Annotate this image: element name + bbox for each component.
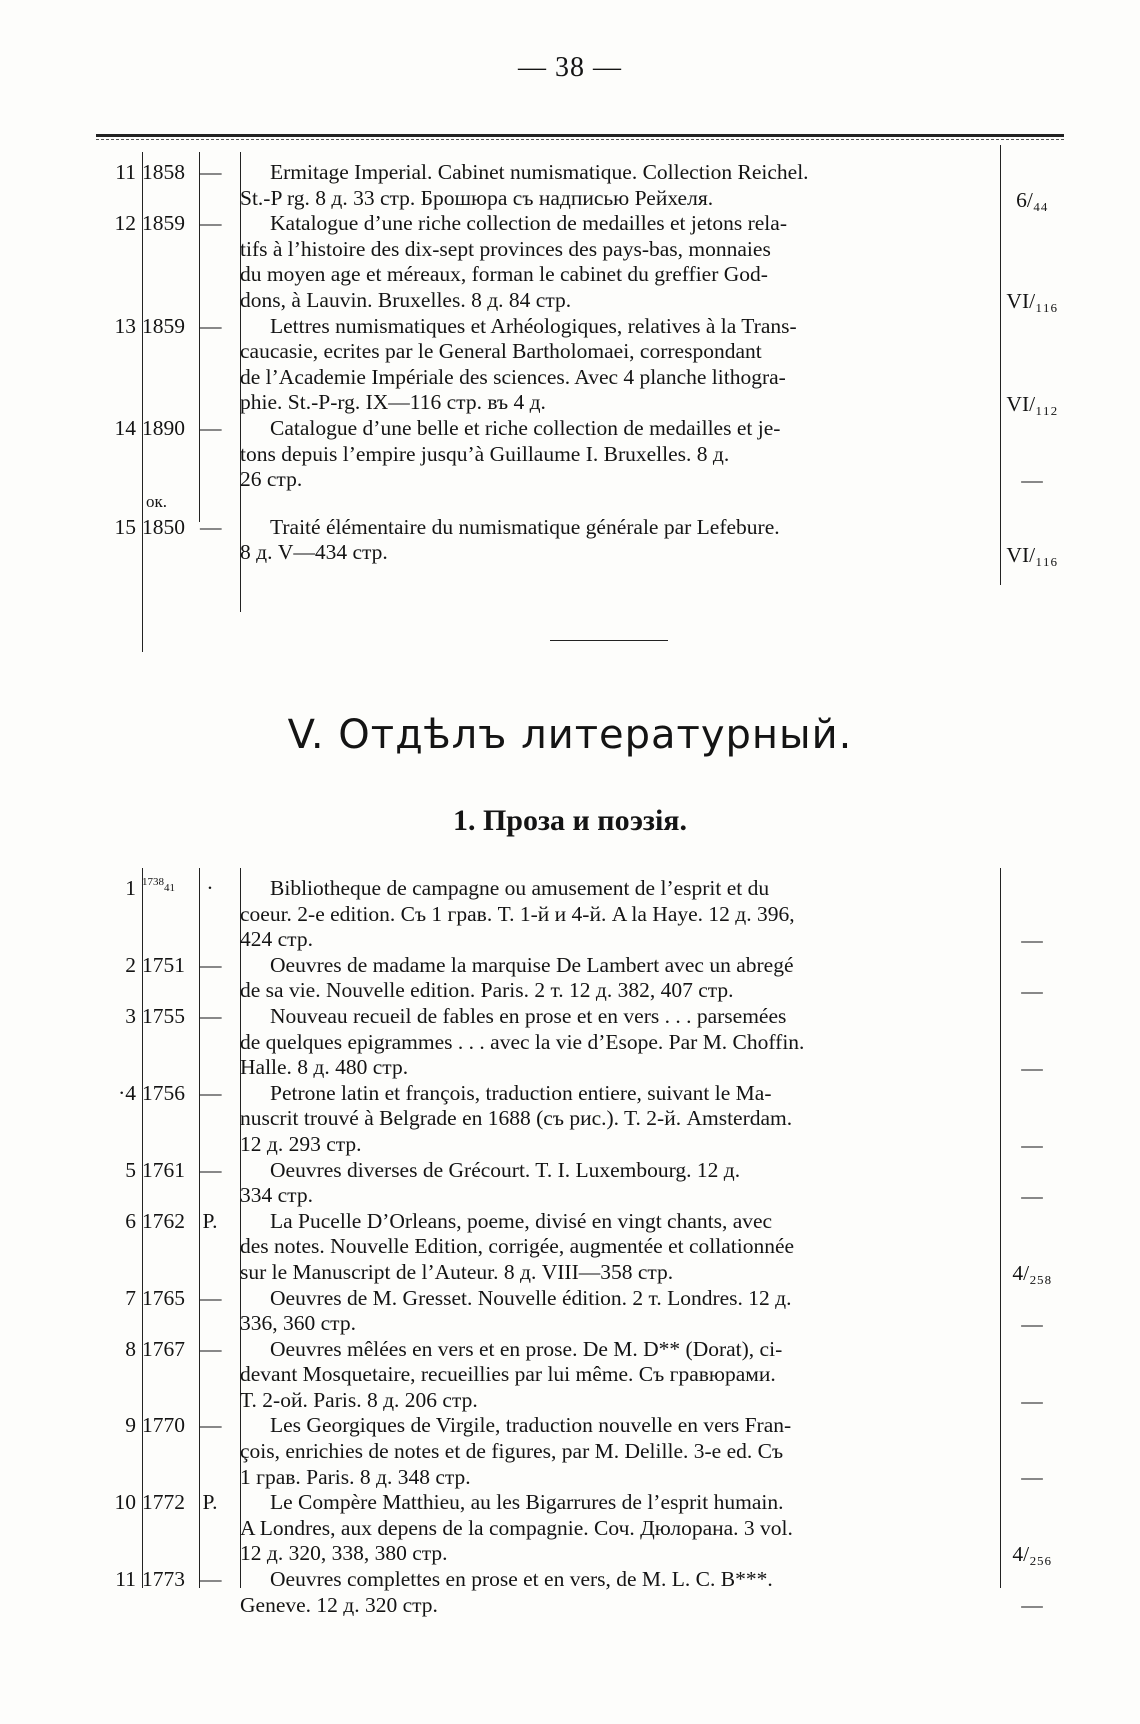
entry-mark: — [200, 211, 222, 236]
section-title: V. Отдѣлъ литературный. [287, 712, 853, 758]
entry-number: 5 [125, 1157, 136, 1182]
entry-mark: — [200, 415, 222, 440]
entry-line: de l’Academie Impériale des sciences. Avec 4 planche lithogra- [240, 364, 786, 389]
entry-price: 6/₄₄ [1016, 188, 1048, 212]
entry-row [96, 160, 1064, 211]
entry-text [240, 1004, 996, 1081]
entry-line: Geneve. 12 д. 320 стр. [240, 1592, 438, 1617]
entry-mark: — [200, 1567, 222, 1592]
entry-number: 8 [125, 1336, 136, 1361]
entry-line: tifs à l’histoire des dix-sept provinces des pays-bas, monnaies [240, 236, 771, 261]
entry-number: 1 [125, 876, 136, 900]
entry-line: A Londres, aux depens de la compagnie. Соч. Дюлорана. 3 vol. [240, 1515, 793, 1540]
entry-row [96, 211, 1064, 313]
catalogue-table-top [96, 160, 1064, 566]
entry-mark: — [200, 1413, 222, 1438]
entry-line: phie. St.-P-rg. IX—116 стр. въ 4 д. [240, 390, 546, 415]
entry-line: Halle. 8 д. 480 стр. [240, 1055, 409, 1080]
entry-year: 1767 [142, 1336, 185, 1361]
entry-row [96, 491, 1064, 567]
entry-text [240, 1081, 996, 1158]
entry-text [240, 1337, 996, 1414]
entry-year: 1859 [142, 211, 185, 236]
entry-number: 6 [125, 1208, 136, 1233]
entry-line: Katalogue d’une riche collection de medailles et jetons rela- [270, 211, 787, 236]
entry-text [240, 211, 996, 313]
entry-mark: — [200, 1080, 222, 1105]
entry-number: ·4 [118, 1080, 136, 1105]
entry-year: 1770 [142, 1413, 185, 1438]
entry-row [96, 876, 1064, 953]
entry-line: Catalogue d’une belle et riche collection de medailles et je- [270, 415, 781, 440]
entry-line: sur le Manuscript de l’Auteur. 8 д. VIII—358 стр. [240, 1259, 674, 1284]
entry-number: 9 [125, 1413, 136, 1438]
entry-year: 1773 [142, 1567, 185, 1592]
entry-row [96, 1004, 1064, 1081]
entry-row [96, 1337, 1064, 1414]
entry-number: 11 [115, 1567, 136, 1592]
entry-price: — [1021, 928, 1043, 952]
entry-text [240, 314, 996, 416]
entry-price: — [1021, 1055, 1043, 1080]
entry-year: 1858 [142, 160, 185, 184]
entry-line: Nouveau recueil de fables en prose et en vers . . . parsemées [270, 1003, 787, 1028]
entry-line: 424 стр. [240, 927, 313, 952]
entry-number: 12 [114, 211, 136, 236]
entry-year: 1765 [142, 1285, 185, 1310]
entry-year: 1761 [142, 1157, 185, 1182]
entry-line: Oeuvres de M. Gresset. Nouvelle édition. 2 т. Londres. 12 д. [270, 1285, 792, 1310]
entry-line: Le Compère Matthieu, au les Bigarrures de l’esprit humain. [270, 1490, 784, 1515]
entry-row [96, 1413, 1064, 1490]
entry-line: çois, enrichies de notes et de figures, par M. Delille. 3-е ed. Съ [240, 1439, 784, 1464]
entry-price: VI/₁₁₂ [1006, 391, 1058, 416]
subsection-title: 1. Проза и поэзія. [452, 804, 688, 837]
entry-line: 12 д. 293 стр. [240, 1131, 362, 1156]
entry-line: de quelques epigrammes . . . avec la vie d’Esope. Par M. Choffin. [240, 1029, 805, 1054]
entry-row [96, 1209, 1064, 1286]
page-number: — 38 — [518, 52, 622, 83]
entry-line: Bibliotheque de campagne ou amusement de l’esprit et du [270, 876, 770, 900]
entry-text [240, 1286, 996, 1337]
entry-line: St.-P rg. 8 д. 33 стр. Брошюра съ надписью Рейхеля. [240, 185, 714, 210]
entry-price: VI/₁₁₆ [1006, 289, 1058, 314]
entry-year: 1772 [142, 1490, 185, 1515]
entry-line: du moyen age et méreaux, forman le cabinet du greffier God- [240, 262, 768, 287]
entry-year: 1850 [142, 514, 185, 539]
entry-row [96, 1490, 1064, 1567]
entry-year: 1751 [142, 952, 185, 977]
entry-mark: — [200, 1285, 222, 1310]
entry-text [240, 1158, 996, 1209]
entry-number: 11 [115, 160, 136, 184]
entry-text [240, 953, 996, 1004]
entry-line: La Pucelle D’Orleans, poeme, divisé en vingt chants, avec [270, 1208, 773, 1233]
entry-row [96, 953, 1064, 1004]
entry-text [240, 416, 996, 493]
entry-row [96, 1158, 1064, 1209]
entry-text [240, 1413, 996, 1490]
entry-text [240, 1567, 996, 1618]
entry-line: Oeuvres diverses de Grécourt. T. I. Luxembourg. 12 д. [270, 1157, 741, 1182]
entry-mark: · [206, 876, 214, 900]
entry-year: 1755 [142, 1003, 185, 1028]
entry-line: Lettres numismatiques et Arhéologiques, relatives à la Trans- [270, 313, 797, 338]
entry-line: Ermitage Imperial. Cabinet numismatique. Collection Reichel. [270, 160, 809, 184]
entry-line: Oeuvres mêlées en vers et en prose. De M. D** (Dorat), ci- [270, 1336, 783, 1361]
entry-mark: — [200, 1336, 222, 1361]
entry-line: caucasie, ecrites par le General Bartholomaei, correspondant [240, 339, 762, 364]
entry-mark: — [200, 313, 222, 338]
entry-year: 1762 [142, 1208, 185, 1233]
entry-number: 2 [125, 952, 136, 977]
entry-line: Petrone latin et françois, traduction entiere, suivant le Ma- [270, 1080, 772, 1105]
entry-line: tons depuis l’empire jusqu’à Guillaume I. Bruxelles. 8 д. [240, 441, 730, 466]
entry-price: — [1021, 1311, 1043, 1336]
entry-text [240, 876, 996, 953]
entry-number: 7 [125, 1285, 136, 1310]
section-divider [550, 640, 668, 641]
entry-line: des notes. Nouvelle Edition, corrigée, augmentée et collationnée [240, 1234, 795, 1259]
entry-line: 336, 360 стр. [240, 1311, 356, 1336]
entry-line: 12 д. 320, 338, 380 стр. [240, 1541, 448, 1566]
entry-price: 4/₂₅₆ [1012, 1542, 1052, 1567]
entry-mark: — [200, 952, 222, 977]
entry-price: — [1021, 1593, 1043, 1618]
entry-mark: — [200, 160, 222, 184]
entry-number: 13 [114, 313, 136, 338]
entry-number: 3 [125, 1003, 136, 1028]
entry-year [142, 876, 200, 902]
entry-line: dons, à Lauvin. Bruxelles. 8 д. 84 стр. [240, 287, 572, 312]
catalogue-table-bottom [96, 876, 1064, 1618]
entry-text [240, 503, 996, 566]
entry-row [96, 416, 1064, 493]
entry-text [240, 1209, 996, 1286]
entry-price: — [1021, 1132, 1043, 1157]
entry-line: de sa vie. Nouvelle edition. Paris. 2 т. 12 д. 382, 407 стр. [240, 978, 734, 1003]
entry-line: T. 2-ой. Paris. 8 д. 206 стр. [240, 1387, 478, 1412]
entry-text [240, 1490, 996, 1567]
entry-price: — [1021, 467, 1043, 492]
entry-text [240, 160, 996, 211]
entry-note: ок. [146, 491, 168, 511]
entry-line: Les Georgiques de Virgile, traduction nouvelle en vers Fran- [270, 1413, 792, 1438]
entry-mark: — [200, 514, 222, 539]
entry-row [96, 1286, 1064, 1337]
top-rule [96, 134, 1064, 137]
entry-line: 26 стр. [240, 467, 303, 492]
entry-number: 15 [114, 514, 136, 539]
entry-number: 10 [114, 1490, 136, 1515]
entry-row [96, 1081, 1064, 1158]
entry-price: VI/₁₁₆ [1006, 542, 1058, 567]
entry-year-main: 1738 [142, 876, 164, 888]
entry-year: 1890 [142, 415, 185, 440]
entry-row [96, 1567, 1064, 1618]
entry-number: 14 [114, 415, 136, 440]
entry-price: — [1021, 1183, 1043, 1208]
entry-line: 334 стр. [240, 1183, 313, 1208]
entry-price: — [1021, 1388, 1043, 1413]
entry-mark: P. [202, 1208, 218, 1233]
entry-line: 8 д. V—434 стр. [240, 540, 388, 565]
entry-line: Traité élémentaire du numismatique générale par Lefebure. [270, 514, 780, 539]
entry-line: devant Mosquetaire, recueillies par lui même. Съ гравюрами. [240, 1362, 776, 1387]
entry-mark: — [200, 1157, 222, 1182]
entry-row [96, 314, 1064, 416]
entry-price: — [1021, 1465, 1043, 1490]
entry-line: coeur. 2-е edition. Съ 1 грав. T. 1-й и 4-й. A la Haye. 12 д. 396, [240, 901, 795, 926]
entry-year: 1859 [142, 313, 185, 338]
entry-year-sub: 41 [164, 882, 175, 894]
entry-mark: P. [202, 1490, 218, 1515]
entry-line: 1 грав. Paris. 8 д. 348 стр. [240, 1464, 471, 1489]
entry-year: 1756 [142, 1080, 185, 1105]
entry-price: 4/₂₅₈ [1012, 1260, 1052, 1285]
entry-price: — [1021, 978, 1043, 1003]
top-rule-dashed [96, 139, 1064, 140]
entry-line: nuscrit trouvé à Belgrade en 1688 (съ рис.). T. 2-й. Amsterdam. [240, 1106, 793, 1131]
entry-line: Oeuvres de madame la marquise De Lambert avec un abregé [270, 952, 794, 977]
entry-mark: — [200, 1003, 222, 1028]
entry-line: Oeuvres complettes en prose et en vers, de M. L. C. B***. [270, 1567, 773, 1592]
